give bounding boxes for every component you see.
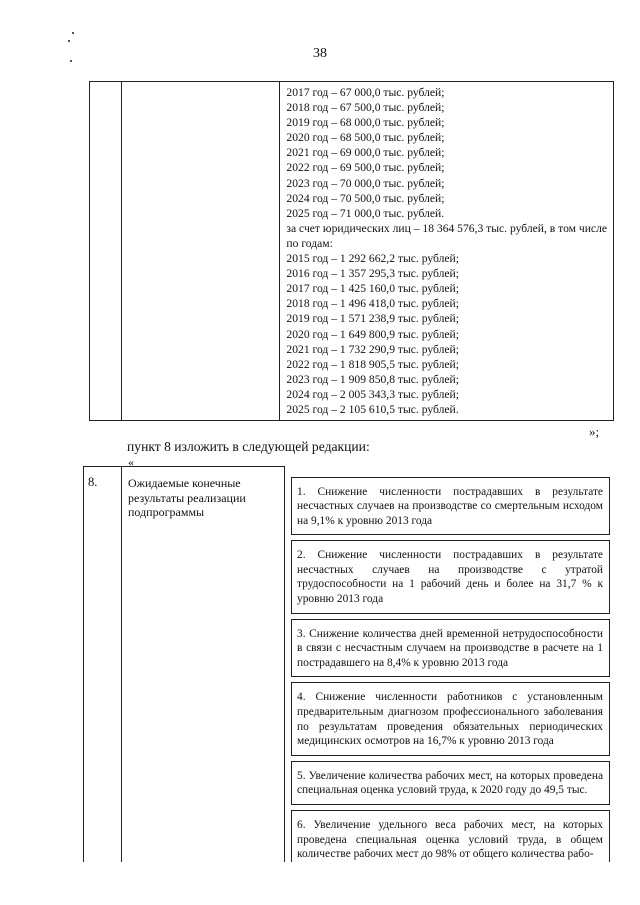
result-item: 4. Снижение численности работников с установленным предварительным диагнозом профессионального заболевания по результатам проведения обязательных периодических медицинских осмотров на 16,7% к уровню 2013 года	[291, 682, 610, 755]
legal-entities-line: 2019 год – 1 571 238,9 тыс. рублей;	[286, 312, 459, 326]
legal-entities-line: 2025 год – 2 105 610,5 тыс. рублей.	[286, 402, 459, 416]
funding-line: 2022 год – 69 500,0 тыс. рублей;	[286, 161, 445, 175]
funding-details-cell	[280, 82, 614, 421]
legal-entities-line: 2022 год – 1 818 905,5 тыс. рублей;	[286, 357, 459, 371]
legal-entities-line: 2015 год – 1 292 662,2 тыс. рублей;	[286, 252, 459, 266]
legal-entities-line: 2024 год – 2 005 343,3 тыс. рублей;	[286, 387, 459, 401]
legal-entities-line: 2016 год – 1 357 295,3 тыс. рублей;	[286, 267, 459, 281]
legal-entities-line: 2020 год – 1 649 800,9 тыс. рублей;	[286, 327, 459, 341]
legal-entities-line: 2017 год – 1 425 160,0 тыс. рублей;	[286, 282, 459, 296]
opening-quote: «	[128, 455, 134, 469]
page-number: 38	[313, 46, 327, 61]
funding-line: 2021 год – 69 000,0 тыс. рублей;	[286, 146, 445, 160]
funding-line: 2019 год – 68 000,0 тыс. рублей;	[286, 116, 445, 130]
result-item: 1. Снижение численности пострадавших в результате несчастных случаев на производстве со смертельным исходом на 9,1% к уровню 2013 года	[291, 477, 610, 536]
expected-results-table	[83, 466, 613, 862]
scan-specks	[66, 28, 76, 68]
funding-line: 2023 год – 70 000,0 тыс. рублей;	[286, 176, 445, 190]
results-list-cell	[285, 467, 614, 862]
funding-line: 2020 год – 68 500,0 тыс. рублей;	[286, 131, 445, 145]
funding-table-continuation	[89, 81, 614, 421]
closing-quote: »;	[589, 424, 600, 439]
row-number: 8.	[84, 467, 122, 862]
funding-line: 2025 год – 71 000,0 тыс. рублей.	[286, 206, 445, 220]
result-item: 3. Снижение количества дней временной нетрудоспособности в связи с несчастным случаем на производстве в расчете на 1 пострадавшего на 8,4% к уровню 2013 года	[291, 619, 610, 678]
empty-label-cell	[122, 82, 280, 421]
empty-number-cell	[90, 82, 122, 421]
funding-line: 2017 год – 67 000,0 тыс. рублей;	[286, 86, 445, 99]
legal-entities-line: 2023 год – 1 909 850,8 тыс. рублей;	[286, 372, 459, 386]
legal-entities-line: 2021 год – 1 732 290,9 тыс. рублей;	[286, 342, 459, 356]
row-label: Ожидаемые конечные результаты реализации подпрограммы	[122, 467, 285, 862]
result-item: 2. Снижение численности пострадавших в результате несчастных случаев на производстве с утратой трудоспособности на 1 рабочий день и более на 31,7 % к уровню 2013 года	[291, 540, 610, 613]
amendment-intro-text: пункт 8 изложить в следующей редакции:	[127, 439, 370, 454]
funding-line: 2024 год – 70 500,0 тыс. рублей;	[286, 191, 445, 205]
legal-entities-heading: за счет юридических лиц – 18 364 576,3 тыс. рублей, в том числе по годам:	[286, 221, 608, 250]
result-item: 5. Увеличение количества рабочих мест, на которых проведена специальная оценка условий труда, к 2020 году до 49,5 тыс.	[291, 761, 610, 805]
legal-entities-line: 2018 год – 1 496 418,0 тыс. рублей;	[286, 297, 459, 311]
funding-line: 2018 год – 67 500,0 тыс. рублей;	[286, 101, 445, 115]
result-item: 6. Увеличение удельного веса рабочих мест, на которых проведена специальная оценка условий труда, в общем количестве рабочих мест до 98% от общего количества рабо-	[291, 810, 610, 862]
